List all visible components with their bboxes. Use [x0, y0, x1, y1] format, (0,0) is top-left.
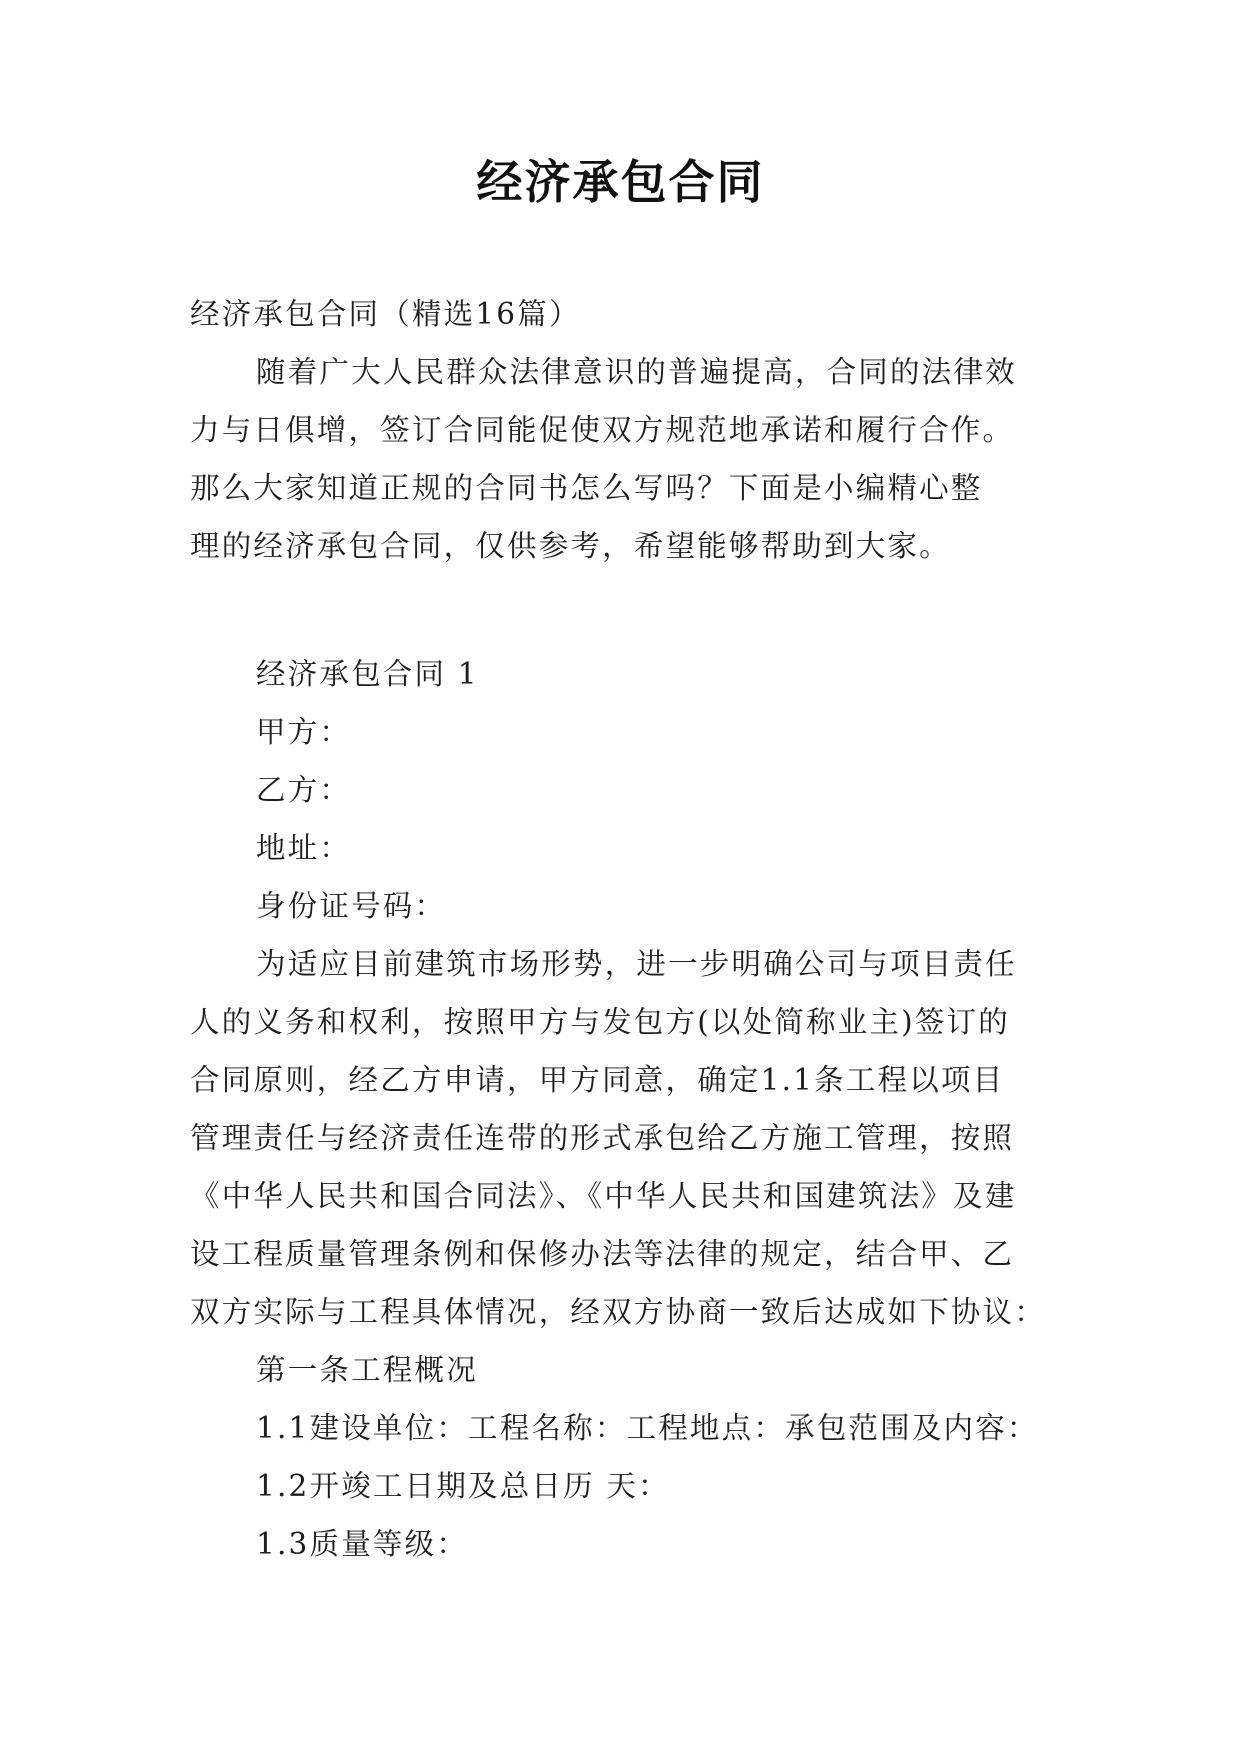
document-title: 经济承包合同 — [476, 155, 765, 209]
body-line: 设工程质量管理条例和保修办法等法律的规定，结合甲、乙 — [190, 1237, 1015, 1271]
document-body — [190, 285, 1068, 1573]
body-line: 为适应目前建筑市场形势，进一步明确公司与项目责任 — [256, 947, 1017, 981]
article-heading: 第一条工程概况 — [256, 1353, 478, 1387]
body-line: 人的义务和权利，按照甲方与发包方(以处简称业主)签订的 — [190, 1005, 1010, 1039]
intro-line: 理的经济承包合同，仅供参考，希望能够帮助到大家。 — [190, 529, 951, 563]
document-subtitle: 经济承包合同（精选16篇） — [190, 297, 581, 331]
intro-line: 随着广大人民群众法律意识的普遍提高，合同的法律效 — [256, 355, 1017, 389]
clause-1-1: 1.1建设单位：工程名称：工程地点：承包范围及内容： — [256, 1411, 1039, 1445]
body-line: 合同原则，经乙方申请，甲方同意，确定1.1条工程以项目 — [190, 1063, 1005, 1097]
body-line: 管理责任与经济责任连带的形式承包给乙方施工管理，按照 — [190, 1121, 1015, 1155]
id-number-label: 身份证号码： — [256, 889, 447, 923]
body-line: 双方实际与工程具体情况，经双方协商一致后达成如下协议： — [190, 1295, 1046, 1329]
paragraph-gap — [190, 575, 1068, 645]
intro-line: 那么大家知道正规的合同书怎么写吗？下面是小编精心整 — [190, 471, 983, 505]
party-a-label: 甲方： — [256, 715, 352, 749]
body-line: 《中华人民共和国合同法》、《中华人民共和国建筑法》及建 — [190, 1179, 1017, 1213]
intro-line: 力与日俱增，签订合同能促使双方规范地承诺和履行合作。 — [190, 413, 1015, 447]
clause-1-2: 1.2开竣工日期及总日历 天： — [256, 1469, 670, 1503]
clause-1-3: 1.3质量等级： — [256, 1527, 469, 1561]
address-label: 地址： — [256, 831, 352, 865]
section-heading: 经济承包合同 1 — [256, 657, 479, 691]
party-b-label: 乙方： — [256, 773, 352, 807]
